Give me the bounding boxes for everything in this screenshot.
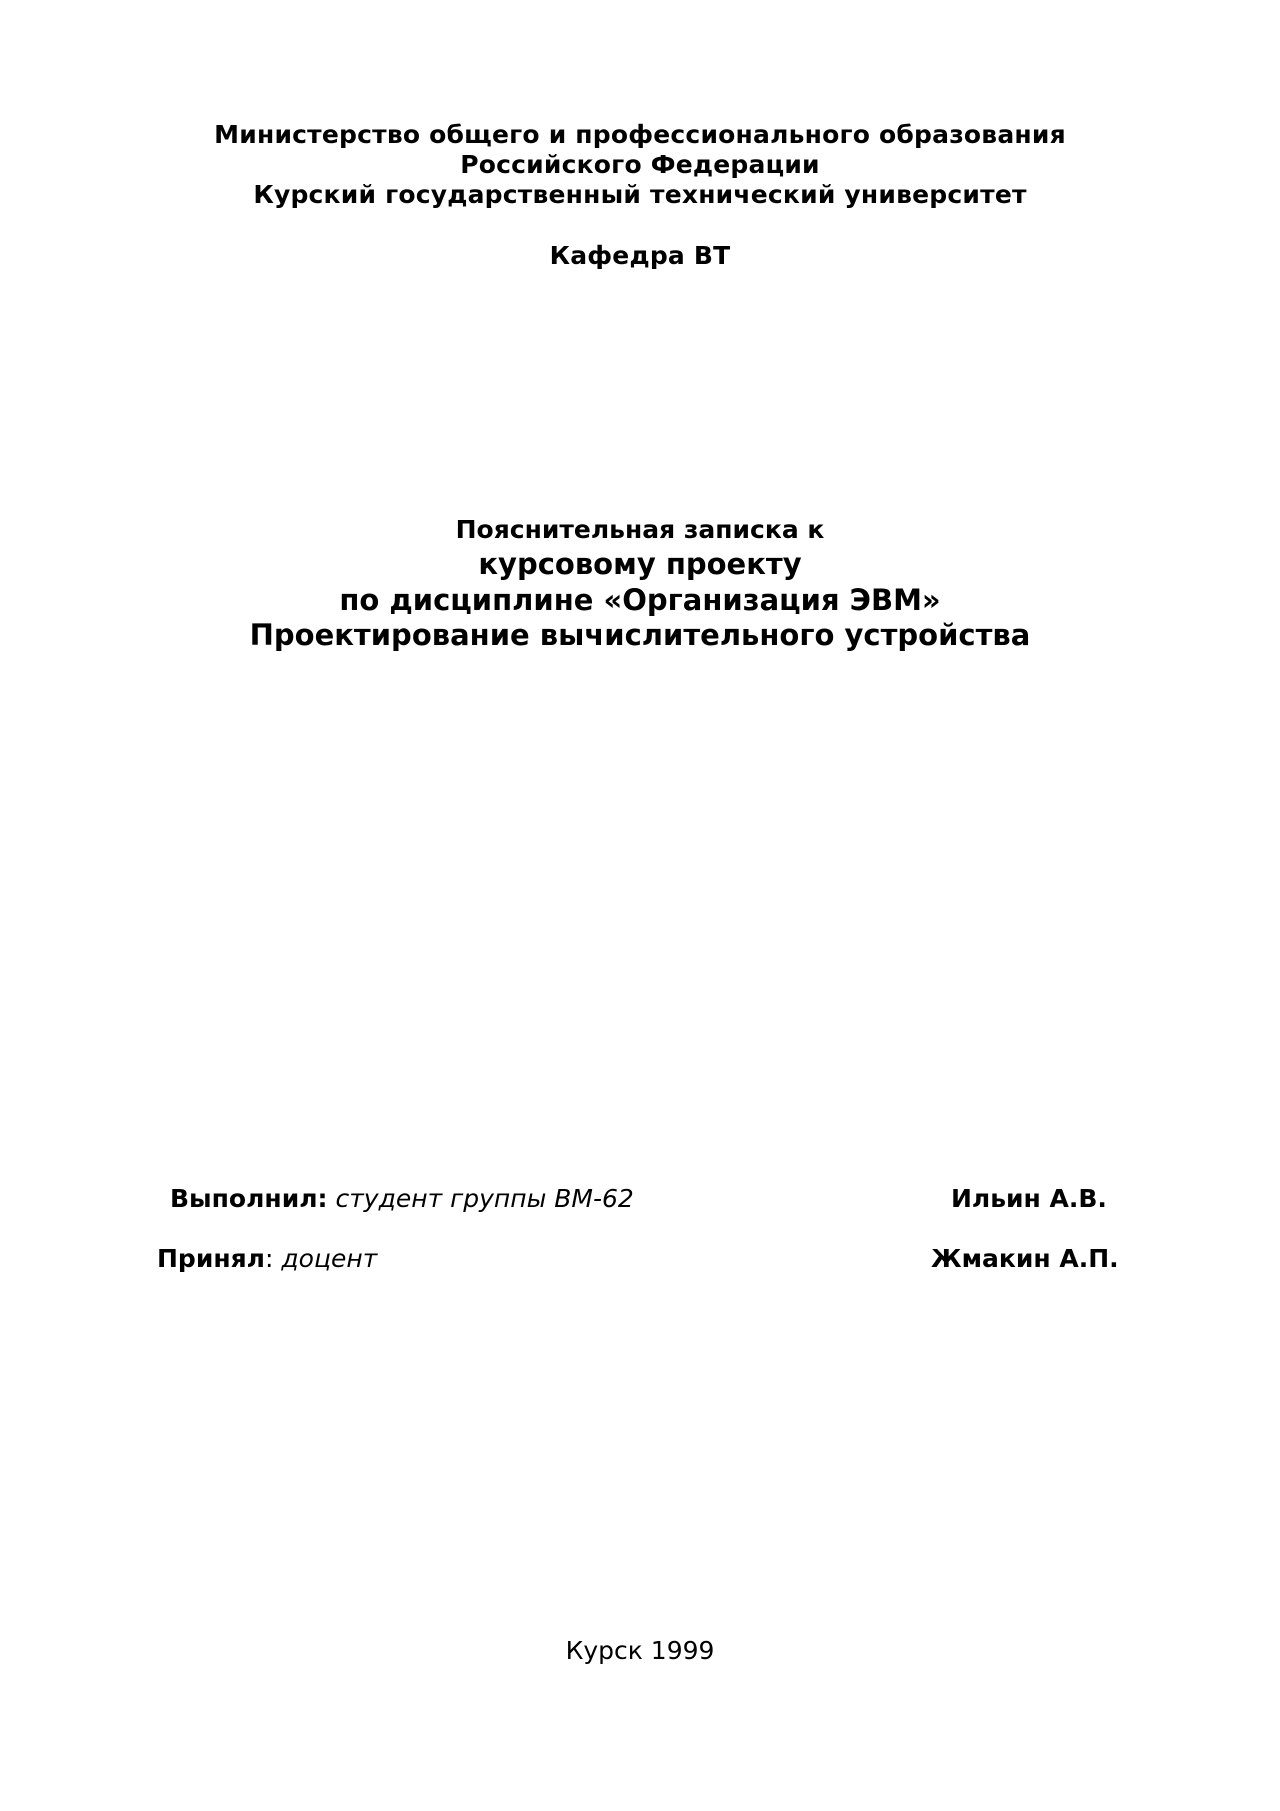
title-line-3: по дисциплине «Организация ЭВМ» — [339, 583, 941, 617]
title-line-4: Проектирование вычислительного устройства — [249, 618, 1031, 652]
performed-name: Ильин А.В. — [951, 1184, 1107, 1213]
department-line: Кафедра ВТ — [549, 241, 731, 270]
performed-role: студент группы ВМ-62 — [335, 1184, 634, 1213]
performed-by-row — [170, 1184, 634, 1214]
accepted-label: Принял — [157, 1244, 265, 1273]
title-line-1: Пояснительная записка к — [455, 515, 825, 544]
accepted-by-row — [157, 1244, 377, 1274]
ministry-line: Министерство общего и профессионального образования — [214, 120, 1066, 149]
accepted-name: Жмакин А.П. — [931, 1244, 1119, 1273]
accepted-colon: : — [264, 1244, 274, 1273]
accepted-role: доцент — [281, 1244, 378, 1273]
title-line-2: курсовому проекту — [478, 547, 802, 581]
performed-label: Выполнил: — [170, 1184, 328, 1213]
university-line: Курский государственный технический университет — [253, 180, 1027, 209]
federation-line: Российского Федерации — [460, 150, 820, 179]
city-year: Курск 1999 — [565, 1636, 715, 1665]
